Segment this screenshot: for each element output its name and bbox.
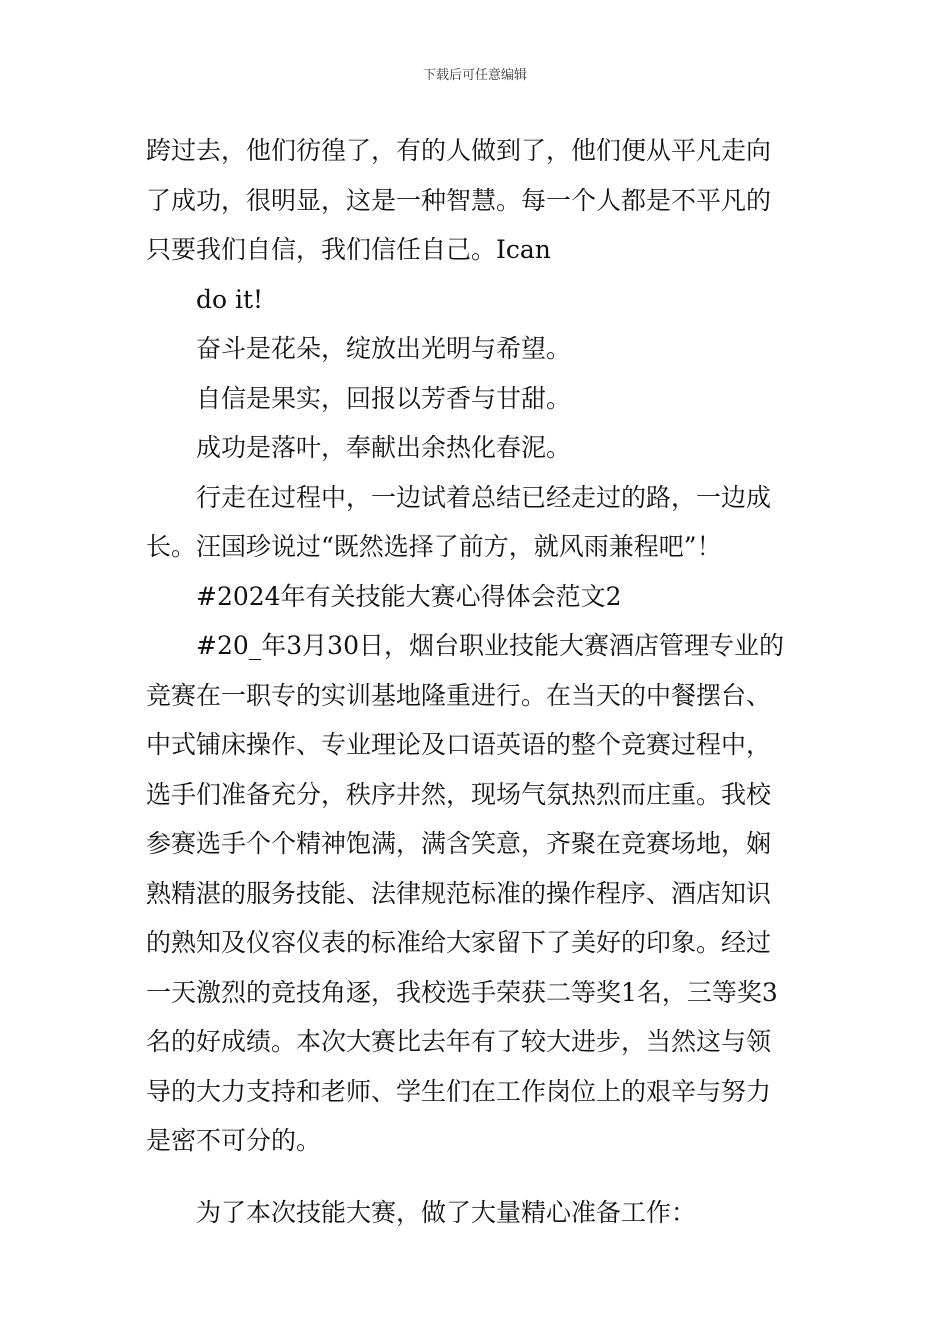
text-line: 的熟知及仪容仪表的标准给大家留下了美好的印象。经过 xyxy=(146,928,772,957)
text-line: 熟精湛的服务技能、法律规范标准的操作程序、酒店知识 xyxy=(146,878,772,908)
text-line: 名的好成绩。本次大赛比去年有了较大进步，当然这与领 xyxy=(146,1027,772,1056)
text-line: 中式铺床操作、专业理论及口语英语的整个竞赛过程中， xyxy=(146,730,772,759)
text-line: 自信是果实，回报以芳香与甘甜。 xyxy=(196,383,572,413)
document-body xyxy=(146,126,810,1237)
text-line: do it! xyxy=(196,284,264,314)
text-line: 只要我们自信，我们信任自己。Ican xyxy=(146,235,551,264)
text-line: 竞赛在一职专的实训基地隆重进行。在当天的中餐摆台、 xyxy=(146,680,772,710)
text-line: 成功是落叶，奉献出余热化春泥。 xyxy=(196,433,572,462)
text-line: 为了本次技能大赛，做了大量精心准备工作： xyxy=(196,1197,697,1227)
text-line: 长。汪国珍说过“既然选择了前方，就风雨兼程吧”！ xyxy=(146,532,722,561)
text-line: 行走在过程中，一边试着总结已经走过的路，一边成 xyxy=(196,482,772,512)
text-line: 是密不可分的。 xyxy=(146,1126,322,1155)
text-line: #2024年有关技能大赛心得体会范文2 xyxy=(196,581,622,611)
text-line: 选手们准备充分，秩序井然，现场气氛热烈而庄重。我校 xyxy=(146,779,772,809)
text-line: 奋斗是花朵，绽放出光明与希望。 xyxy=(196,334,572,363)
text-line: 跨过去，他们彷徨了，有的人做到了，他们便从平凡走向 xyxy=(146,136,772,165)
text-line: 了成功，很明显，这是一种智慧。每一个人都是不平凡的 xyxy=(146,185,772,215)
page-header: 下载后可任意编辑 xyxy=(422,68,527,83)
text-line: 导的大力支持和老师、学生们在工作岗位上的艰辛与努力 xyxy=(146,1076,772,1106)
text-line: #20_年3月30日，烟台职业技能大赛酒店管理专业的 xyxy=(196,631,784,660)
text-line: 一天激烈的竞技角逐，我校选手荣获二等奖1名，三等奖3 xyxy=(146,977,778,1007)
text-line: 参赛选手个个精神饱满，满含笑意，齐聚在竞赛场地，娴 xyxy=(146,829,772,858)
